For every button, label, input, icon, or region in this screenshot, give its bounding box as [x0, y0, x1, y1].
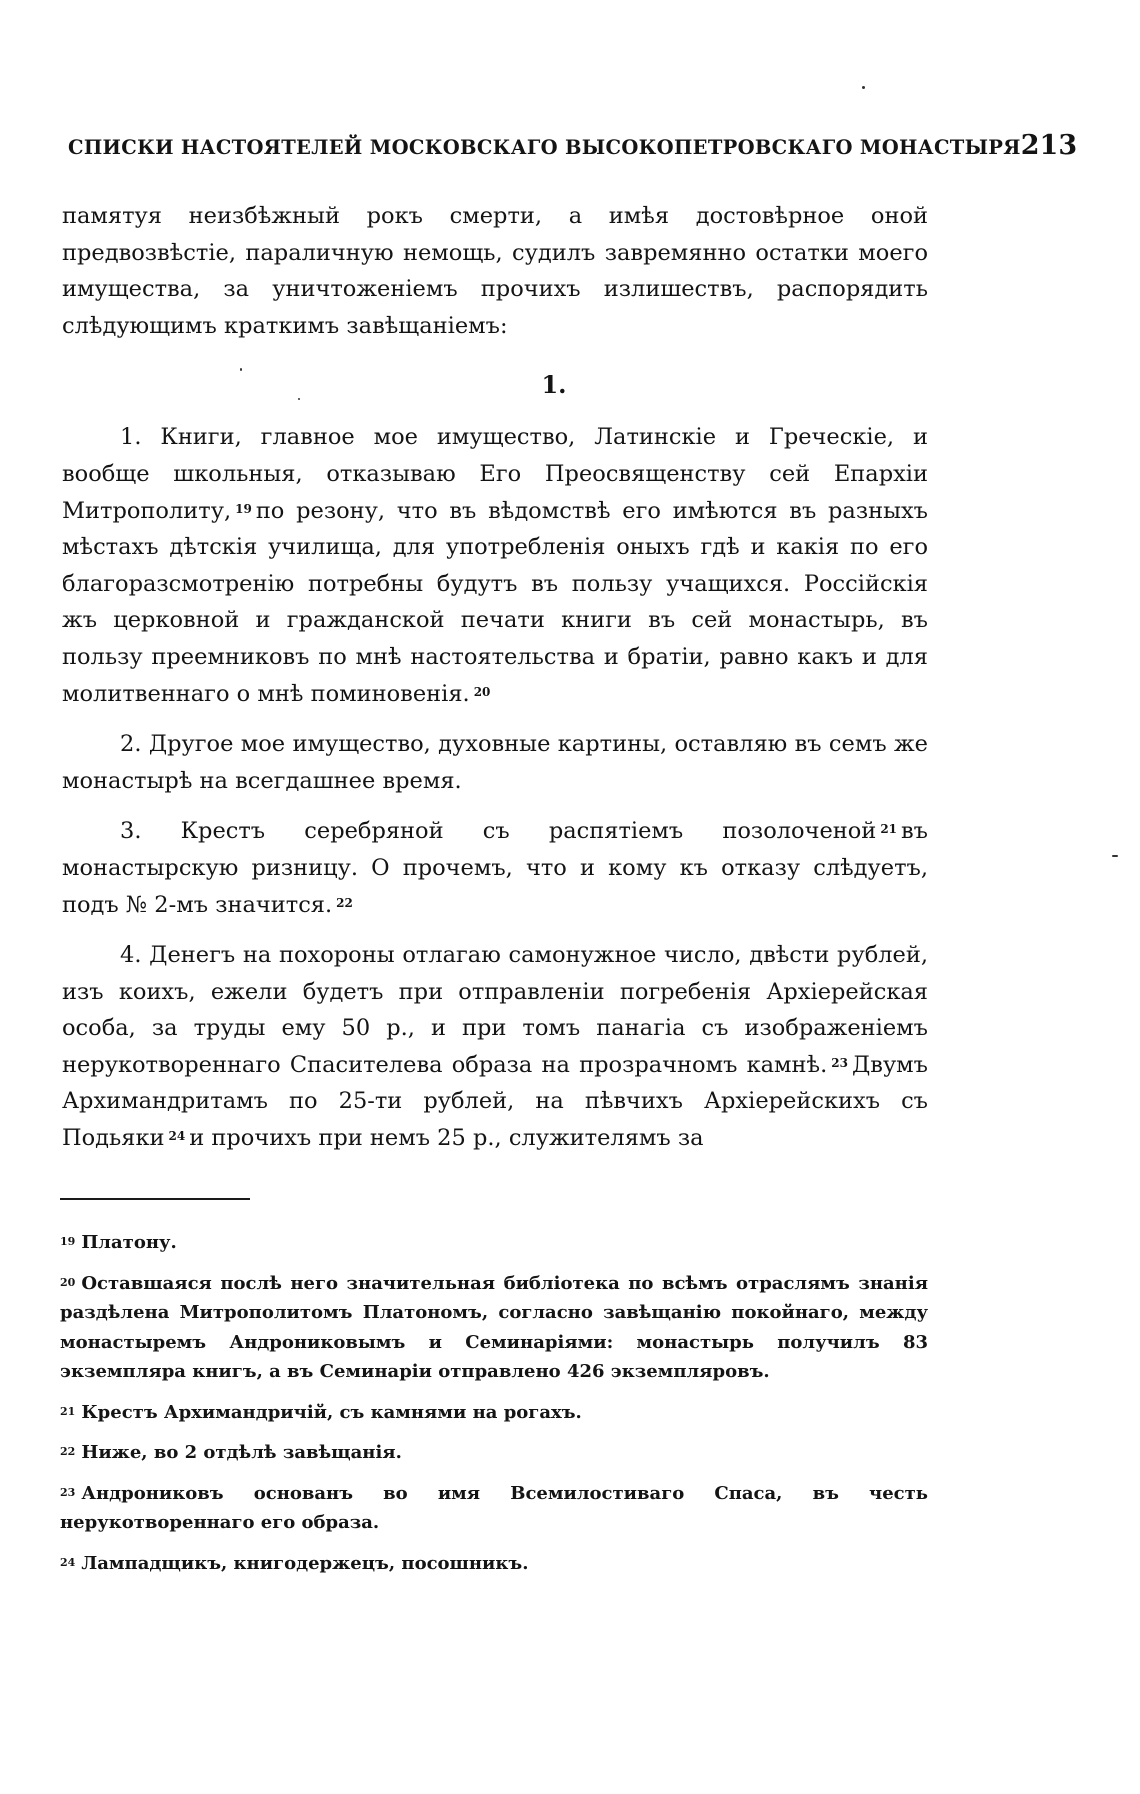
footnote-ref-21[interactable]: 21: [880, 822, 898, 837]
paragraph-4: [62, 937, 928, 1157]
scan-speck: [862, 86, 865, 89]
paragraph-3-text-a: 3. Крестъ серебряной съ распятіемъ позолоченой: [120, 818, 877, 845]
footnotes: [60, 1228, 928, 1589]
footnote-ref-22[interactable]: 22: [336, 895, 353, 910]
paragraph-4-text-b: Двумъ Архимандритамъ по 25-ти рублей, на пѣвчихъ Архіерейскихъ съ Подьяки: [62, 1051, 928, 1152]
footnote-ref-19[interactable]: 19: [235, 501, 252, 516]
footnote-19: [60, 1228, 928, 1258]
page-number: 213: [1020, 130, 1078, 161]
intro-paragraph: памятуя неизбѣжный рокъ смерти, а имѣя достовѣрное оной предвозвѣстіе, параличную немощь, судилъ завремянно остатки моего имущества, за уничтоженіемъ прочихъ излишествъ, распорядить слѣдующимъ краткимъ завѣщаніемъ:: [62, 203, 928, 339]
footnote-marker: 19: [60, 1235, 76, 1248]
scan-speck: [240, 368, 242, 371]
paragraph-2: [62, 726, 928, 799]
footnote-marker: 20: [60, 1275, 76, 1289]
footnote-text: Оставшаяся послѣ него значительная библіотека по всѣмъ отраслямъ знанія раздѣлена Митрополитомъ Платономъ, согласно завѣщанію покойнаго, между монастыремъ Андрониковымъ и Семинаріями: монастырь получилъ 83 экземпляра книгъ, а въ Семинаріи отправлено 426 экземпляровъ.: [60, 1272, 928, 1382]
footnote-marker: 24: [60, 1555, 76, 1569]
section-number: 1.: [541, 370, 567, 400]
footnote-ref-24[interactable]: 24: [168, 1129, 186, 1144]
footnote-ref-23[interactable]: 23: [831, 1055, 848, 1070]
footnote-text: Ниже, во 2 отдѣлѣ завѣщанія.: [81, 1442, 402, 1463]
running-head: [68, 130, 1078, 161]
footnote-marker: 21: [60, 1404, 76, 1418]
scan-speck: [1112, 855, 1118, 857]
paragraph-4-text-c: и прочихъ при немъ 25 р., служителямъ за: [189, 1125, 704, 1152]
paragraph-4-text-a: 4. Денегъ на похороны отлагаю самонужное число, двѣсти рублей, изъ коихъ, ежели будетъ при отправленіи погребенія Архіерейская особа, за труды ему 50 р., и при томъ панагіа съ изображеніемъ нерукотвореннаго Спасителева образа на прозрачномъ камнѣ.: [62, 942, 928, 1078]
footnote-text: Крестъ Архимандричій, съ камнями на рогахъ.: [81, 1401, 582, 1423]
footnote-text: Платону.: [81, 1232, 177, 1253]
footnote-marker: 23: [60, 1485, 76, 1499]
footnote-text: Лампадщикъ, книгодержецъ, посошникъ.: [81, 1552, 529, 1574]
running-title: СПИСКИ НАСТОЯТЕЛЕЙ МОСКОВСКАГО ВЫСОКОПЕТРОВСКАГО МОНАСТЫРЯ: [68, 136, 1021, 159]
paragraph-1-text-a: 1. Книги, главное мое имущество, Латинскіе и Греческіе, и вообще школьныя, отказываю Его Преосвященству сей Епархіи Митрополиту,: [62, 424, 928, 524]
main-text: [62, 198, 928, 1157]
footnote-21: [60, 1398, 928, 1428]
paragraph-2-text: 2. Другое мое имущество, духовные картины, оставляю въ семъ же монастырѣ на всегдашнее время.: [62, 731, 928, 794]
footnote-22: [60, 1438, 928, 1468]
paragraph-1: [62, 419, 928, 712]
footnote-text: Андрониковъ основанъ во имя Всемилостиваго Спаса, въ честь нерукотвореннаго его образа.: [60, 1482, 928, 1533]
paragraph-3: [62, 813, 928, 923]
scan-speck: [298, 398, 300, 400]
footnote-23: [60, 1479, 928, 1538]
footnote-ref-20[interactable]: 20: [473, 684, 491, 699]
footnote-20: [60, 1269, 928, 1387]
footnote-marker: 22: [60, 1445, 76, 1458]
paragraph-3-text-b: въ монастырскую ризницу. О прочемъ, что и кому къ отказу слѣдуетъ, подъ № 2-мъ значится.: [62, 818, 928, 918]
footnote-24: [60, 1549, 928, 1579]
paragraph-1-text-b: по резону, что въ вѣдомствѣ его имѣются въ разныхъ мѣстахъ дѣтскія училища, для употребленія оныхъ гдѣ и какія по его благоразсмотренію потребны будутъ въ пользу учащихся. Россійскія жъ церковной и гражданской печати книги въ сей монастырь, въ пользу преемниковъ по мнѣ настоятельства и братіи, равно какъ и для молитвеннаго о мнѣ поминовенія.: [62, 497, 928, 707]
footnote-separator: [60, 1198, 250, 1200]
